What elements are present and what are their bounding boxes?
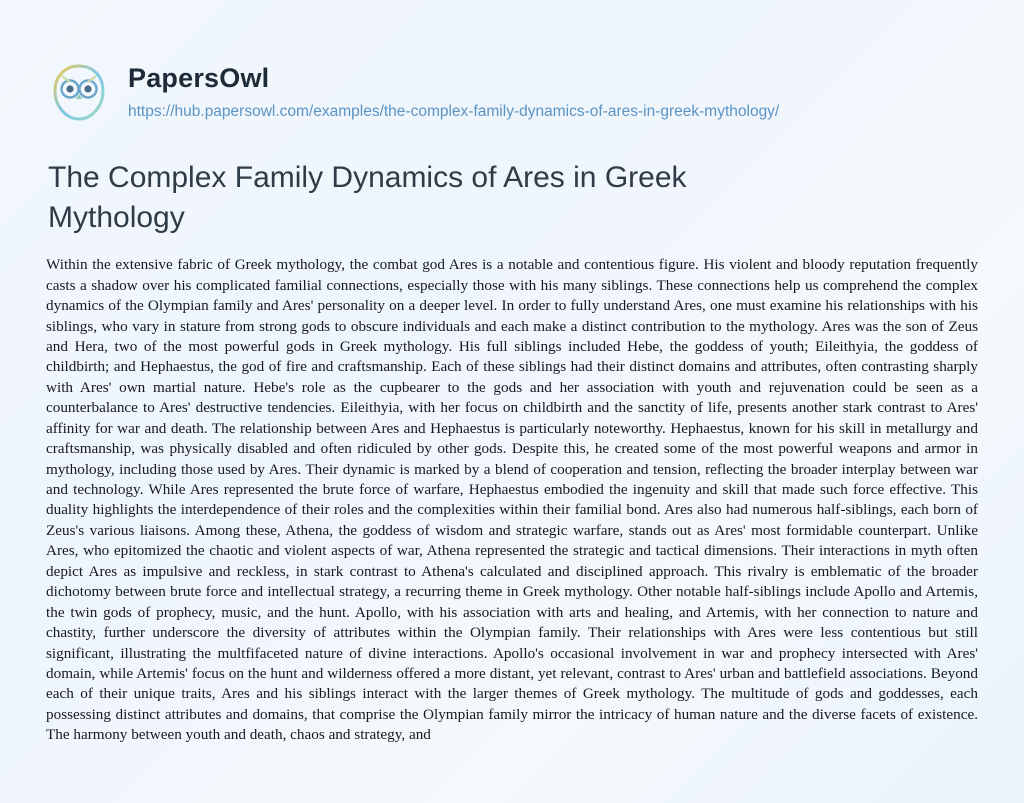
article-body bbox=[46, 255, 978, 746]
brand-name: PapersOwl bbox=[128, 63, 270, 93]
brand-block bbox=[128, 56, 779, 123]
source-url[interactable]: https://hub.papersowl.com/examples/the-complex-family-dynamics-of-ares-in-greek-mythology/ bbox=[128, 102, 780, 120]
page-title: The Complex Family Dynamics of Ares in Greek Mythology bbox=[48, 161, 687, 234]
article-paragraph: Within the extensive fabric of Greek mythology, the combat god Ares is a notable and contentious figure. His violent and bloody reputation frequently casts a shadow over his complicated familial connections, especially those with his many siblings. These connections help us comprehend the complex dynamics of the Olympian family and Ares' personality on a deeper level. In order to fully understand Ares, one must examine his relationships with his siblings, who vary in stature from strong gods to obscure individuals and each make a distinct contribution to the mythology. Ares was the son of Zeus and Hera, two of the most powerful gods in Greek mythology. His full siblings included Hebe, the goddess of youth; Eileithyia, the goddess of childbirth; and Hephaestus, the god of fire and craftsmanship. Each of these siblings had their distinct domains and attributes, often contrasting sharply with Ares' own martial nature. Hebe's role as the cupbearer to the gods and her association with youth and rejuvenation could be seen as a counterbalance to Ares' destructive tendencies. Eileithyia, with her focus on childbirth and the sanctity of life, presents another stark contrast to Ares' affinity for war and death. The relationship between Ares and Hephaestus is particularly noteworthy. Hephaestus, known for his skill in metallurgy and craftsmanship, was physically disabled and often ridiculed by other gods. Despite this, he created some of the most powerful weapons and armor in mythology, including those used by Ares. Their dynamic is marked by a blend of cooperation and tension, reflecting the broader interplay between war and technology. While Ares represented the brute force of warfare, Hephaestus embodied the ingenuity and skill that made such force effective. This duality highlights the interdependence of their roles and the complexities within their familial bond. Ares also had numerous half-siblings, each born of Zeus's various liaisons. Among these, Athena, the goddess of wisdom and strategic warfare, stands out as Ares' most formidable counterpart. Unlike Ares, who epitomized the chaotic and violent aspects of war, Athena represented the strategic and tactical dimensions. Their interactions in myth often depict Ares as impulsive and reckless, in stark contrast to Athena's calculated and disciplined approach. This rivalry is emblematic of the broader dichotomy between brute force and intellectual strategy, a recurring theme in Greek mythology. Other notable half-siblings include Apollo and Artemis, the twin gods of prophecy, music, and the hunt. Apollo, with his association with arts and healing, and Artemis, with her connection to nature and chastity, further underscore the diversity of attributes within the Olympian family. Their relationships with Ares were less contentious but still significant, illustrating the multfifaceted nature of divine interactions. Apollo's occasional involvement in war and prophecy intersected with Ares' domain, while Artemis' focus on the hunt and wilderness offered a more distant, yet relevant, contrast to Ares' urban and battlefield associations. Beyond each of their unique traits, Ares and his siblings interact with the larger themes of Greek mythology. The multitude of gods and goddesses, each possessing distinct attributes and domains, that comprise the Olympian family mirror the intricacy of human nature and the diverse facets of existence. The harmony between youth and death, chaos and strategy, and bbox=[46, 256, 978, 744]
site-header bbox=[44, 0, 980, 124]
owl-logo-icon bbox=[48, 62, 110, 124]
